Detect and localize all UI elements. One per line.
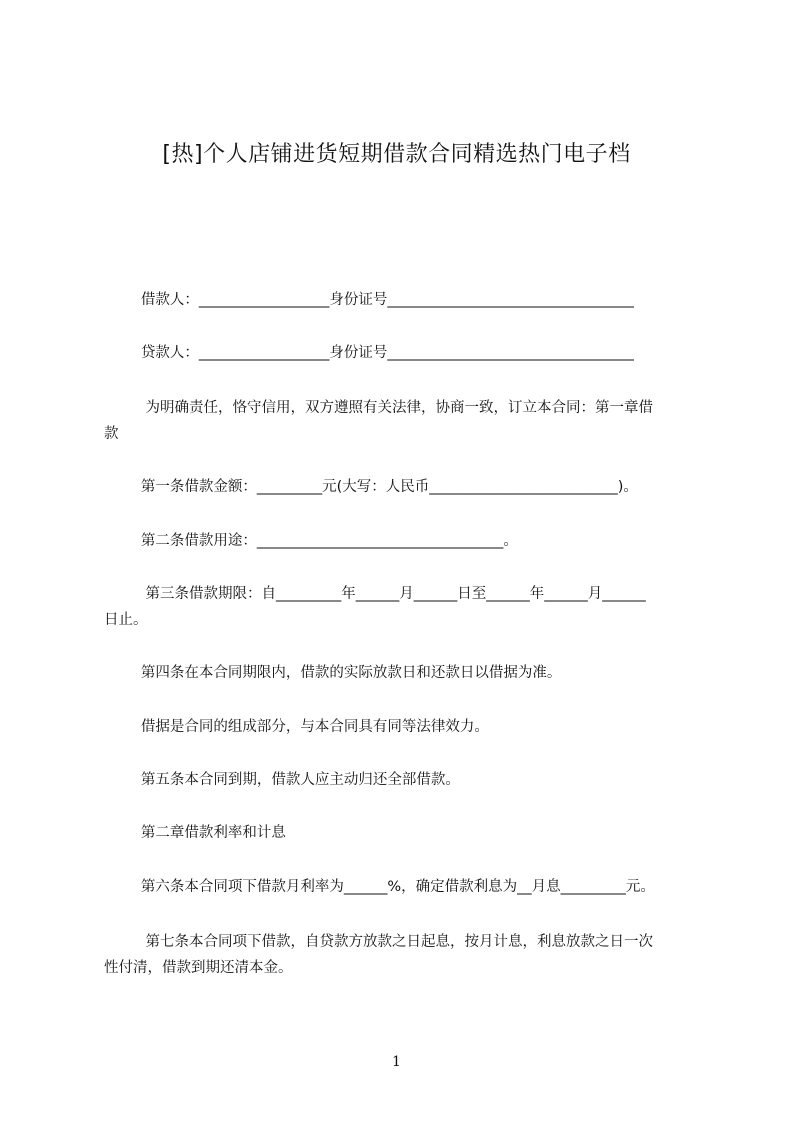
- article-1: 第一条借款金额：_________元(大写：人民币__________________________)。: [104, 479, 638, 495]
- article-2: 第二条借款用途：__________________________________。: [104, 533, 518, 549]
- article-7-line-2: 性付清，借款到期还清本金。: [104, 960, 293, 976]
- article-3-line-2: 日止。: [104, 612, 148, 628]
- preamble-line-1: 为明确责任，恪守信用，双方遵照有关法律，协商一致，订立本合同：第一章借: [104, 400, 653, 416]
- article-4: 第四条在本合同期限内，借款的实际放款日和还款日以借据为准。: [104, 665, 562, 681]
- article-7-line-1: 第七条本合同项下借款，自贷款方放款之日起息，按月计息，利息放款之日一次: [104, 934, 653, 950]
- article-5: 第五条本合同到期，借款人应主动归还全部借款。: [104, 772, 460, 788]
- article-4-note: 借据是合同的组成部分，与本合同具有同等法律效力。: [104, 719, 489, 735]
- document-title: [热]个人店铺进货短期借款合同精选热门电子档: [162, 142, 631, 167]
- preamble-line-2: 款: [104, 426, 119, 442]
- article-3-line-1: 第三条借款期限：自_________年______月______日至______年______月______: [104, 586, 646, 602]
- chapter-2-heading: 第二章借款利率和计息: [104, 825, 286, 841]
- borrower-line: 借款人：__________________身份证号__________________________________: [104, 292, 634, 308]
- article-6: 第六条本合同项下借款月利率为______%，确定借款利息为__月息_________元。: [104, 879, 655, 895]
- page-number: 1: [392, 1054, 401, 1070]
- lender-line: 贷款人：__________________身份证号__________________________________: [104, 345, 634, 361]
